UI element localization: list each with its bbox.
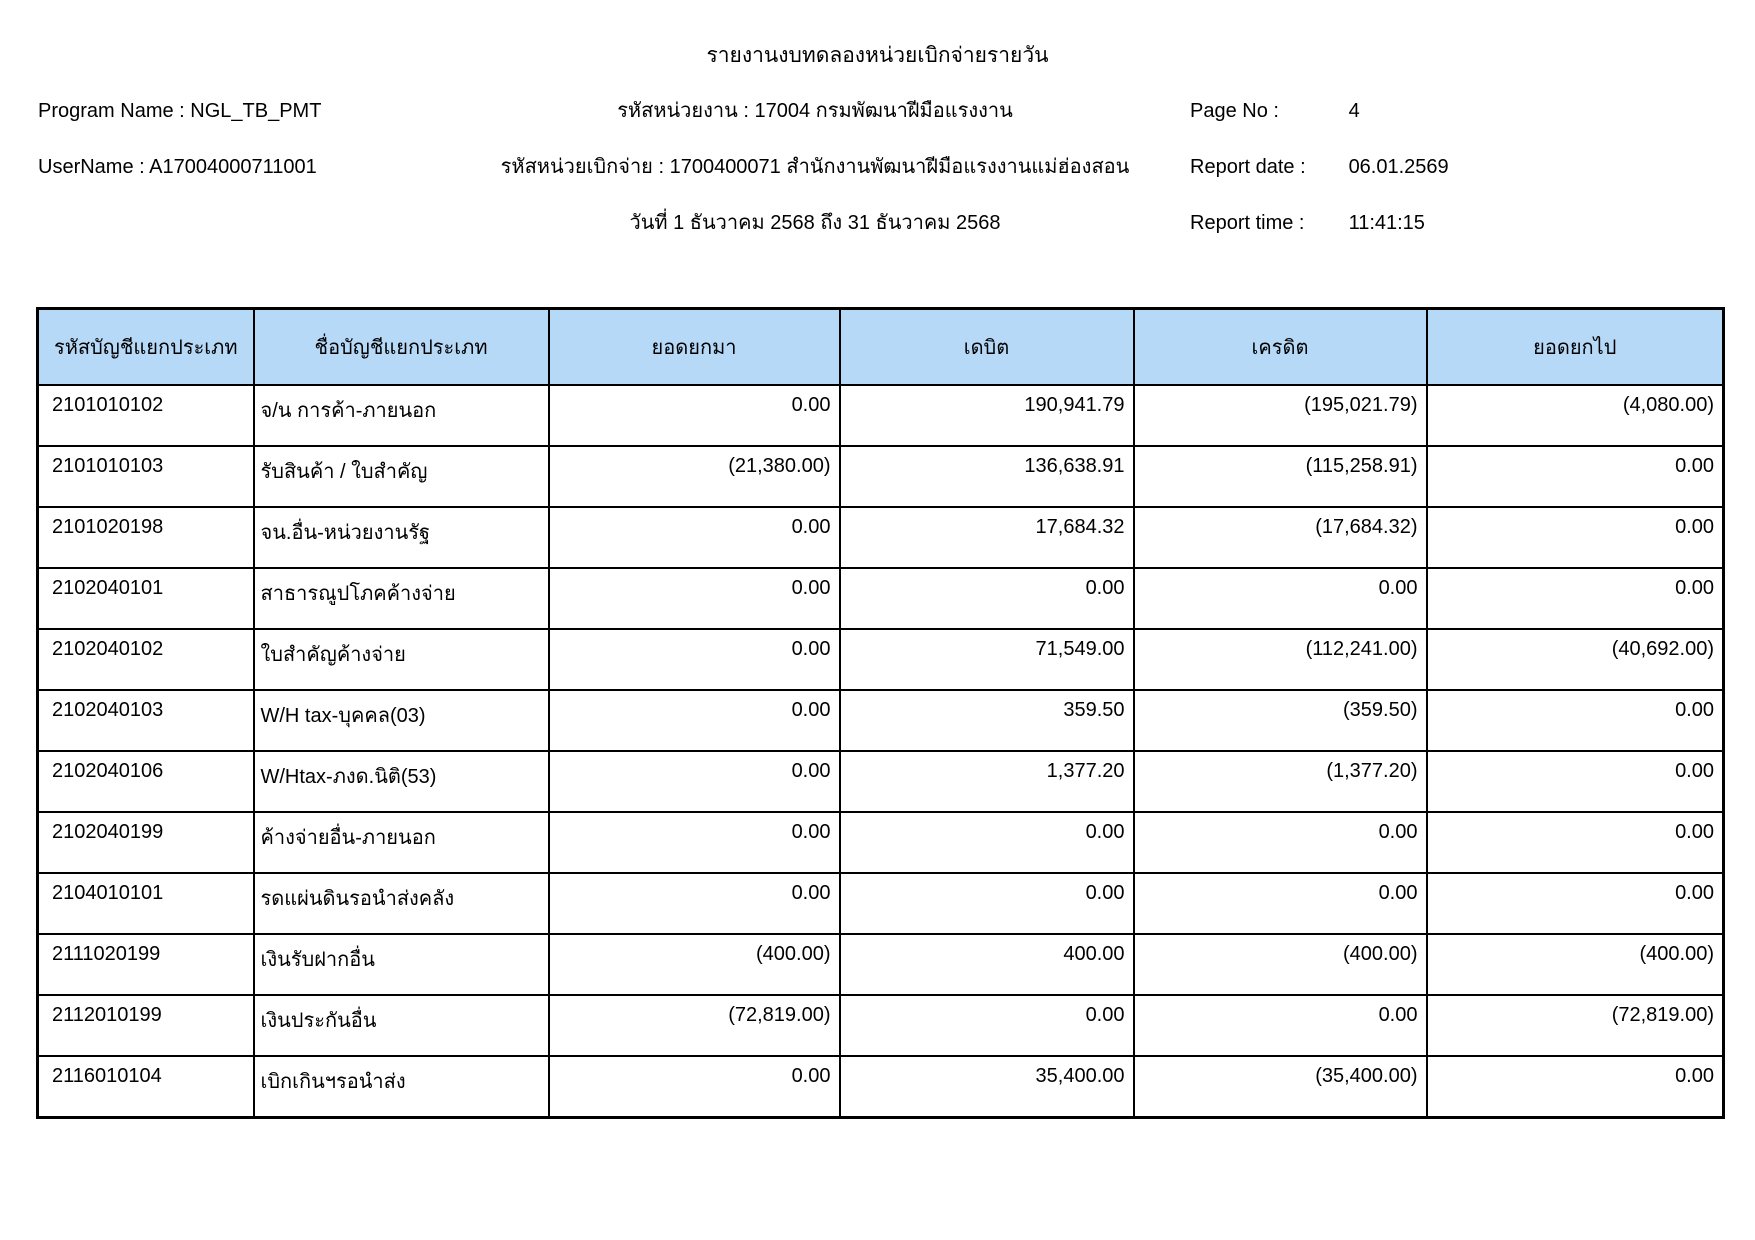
debit-cell: 17,684.32 <box>840 507 1134 568</box>
report-meta <box>0 98 1755 237</box>
debit-cell: 0.00 <box>840 873 1134 934</box>
credit-cell: (400.00) <box>1134 934 1427 995</box>
program-name-label: Program Name : <box>38 100 185 122</box>
column-header-account-name: ชื่อบัญชีแยกประเภท <box>254 309 549 386</box>
credit-cell: (1,377.20) <box>1134 751 1427 812</box>
beginning-balance-cell: (72,819.00) <box>549 995 840 1056</box>
report-time-line <box>1190 210 1755 237</box>
report-time-label: Report time : <box>1190 212 1305 234</box>
beginning-balance-cell: 0.00 <box>549 568 840 629</box>
ending-balance-cell: 0.00 <box>1427 1056 1724 1117</box>
table-body <box>38 385 1724 1117</box>
account-code-cell: 2101020198 <box>38 507 254 568</box>
account-name-cell: W/H tax-บุคคล(03) <box>254 690 549 751</box>
program-name-line <box>0 98 440 125</box>
account-name-cell: เงินรับฝากอื่น <box>254 934 549 995</box>
table-row <box>38 995 1724 1056</box>
page-title: รายงานงบทดลองหน่วยเบิกจ่ายรายวัน <box>706 44 1049 67</box>
ending-balance-cell: 0.00 <box>1427 446 1724 507</box>
column-header-debit: เดบิต <box>840 309 1134 386</box>
credit-cell: (115,258.91) <box>1134 446 1427 507</box>
credit-cell: (17,684.32) <box>1134 507 1427 568</box>
ending-balance-cell: (72,819.00) <box>1427 995 1724 1056</box>
debit-cell: 136,638.91 <box>840 446 1134 507</box>
disbursement-unit-line: รหัสหน่วยเบิกจ่าย : 1700400071 สำนักงานพัฒนาฝีมือแรงงานแม่ฮ่องสอน <box>500 156 1130 178</box>
column-header-account-code: รหัสบัญชีแยกประเภท <box>38 309 254 386</box>
column-header-credit: เครดิต <box>1134 309 1427 386</box>
beginning-balance-cell: 0.00 <box>549 812 840 873</box>
debit-cell: 190,941.79 <box>840 385 1134 446</box>
credit-cell: (195,021.79) <box>1134 385 1427 446</box>
table-row <box>38 873 1724 934</box>
trial-balance-table <box>36 307 1725 1119</box>
meta-row-1 <box>0 98 1755 125</box>
program-name-value: NGL_TB_PMT <box>190 100 322 122</box>
account-code-cell: 2102040102 <box>38 629 254 690</box>
table-row <box>38 751 1724 812</box>
beginning-balance-cell: 0.00 <box>549 385 840 446</box>
account-name-cell: จน.อื่น-หน่วยงานรัฐ <box>254 507 549 568</box>
account-name-cell: W/Htax-ภงด.นิติ(53) <box>254 751 549 812</box>
table-row <box>38 385 1724 446</box>
beginning-balance-cell: (21,380.00) <box>549 446 840 507</box>
account-name-cell: เงินประกันอื่น <box>254 995 549 1056</box>
ending-balance-cell: 0.00 <box>1427 751 1724 812</box>
table-row <box>38 934 1724 995</box>
account-name-cell: ใบสำคัญค้างจ่าย <box>254 629 549 690</box>
table-row <box>38 812 1724 873</box>
username-line <box>0 154 440 181</box>
agency-line: รหัสหน่วยงาน : 17004 กรมพัฒนาฝีมือแรงงาน <box>617 100 1013 122</box>
table-header-row <box>38 309 1724 386</box>
credit-cell: 0.00 <box>1134 812 1427 873</box>
account-code-cell: 2104010101 <box>38 873 254 934</box>
debit-cell: 0.00 <box>840 995 1134 1056</box>
account-code-cell: 2102040106 <box>38 751 254 812</box>
column-header-ending-balance: ยอดยกไป <box>1427 309 1724 386</box>
account-name-cell: เบิกเกินฯรอนำส่ง <box>254 1056 549 1117</box>
ending-balance-cell: (40,692.00) <box>1427 629 1724 690</box>
account-code-cell: 2116010104 <box>38 1056 254 1117</box>
table-row <box>38 507 1724 568</box>
beginning-balance-cell: 0.00 <box>549 873 840 934</box>
username-label: UserName : <box>38 156 145 178</box>
debit-cell: 1,377.20 <box>840 751 1134 812</box>
beginning-balance-cell: 0.00 <box>549 751 840 812</box>
column-header-beginning-balance: ยอดยกมา <box>549 309 840 386</box>
table-row <box>38 1056 1724 1117</box>
account-name-cell: รับสินค้า / ใบสำคัญ <box>254 446 549 507</box>
ending-balance-cell: 0.00 <box>1427 507 1724 568</box>
account-code-cell: 2111020199 <box>38 934 254 995</box>
ending-balance-cell: 0.00 <box>1427 568 1724 629</box>
credit-cell: (359.50) <box>1134 690 1427 751</box>
credit-cell: 0.00 <box>1134 995 1427 1056</box>
credit-cell: 0.00 <box>1134 568 1427 629</box>
debit-cell: 0.00 <box>840 812 1134 873</box>
report-date-value: 06.01.2569 <box>1348 156 1449 178</box>
account-code-cell: 2101010103 <box>38 446 254 507</box>
table-row <box>38 629 1724 690</box>
debit-cell: 400.00 <box>840 934 1134 995</box>
page-no-line <box>1190 98 1755 125</box>
account-name-cell: จ/น การค้า-ภายนอก <box>254 385 549 446</box>
table-row <box>38 446 1724 507</box>
account-code-cell: 2101010102 <box>38 385 254 446</box>
credit-cell: (112,241.00) <box>1134 629 1427 690</box>
account-code-cell: 2102040103 <box>38 690 254 751</box>
table-row <box>38 568 1724 629</box>
report-time-value: 11:41:15 <box>1348 212 1425 234</box>
debit-cell: 0.00 <box>840 568 1134 629</box>
ending-balance-cell: (400.00) <box>1427 934 1724 995</box>
table-row <box>38 690 1724 751</box>
account-name-cell: ค้างจ่ายอื่น-ภายนอก <box>254 812 549 873</box>
ending-balance-cell: 0.00 <box>1427 812 1724 873</box>
date-range-line: วันที่ 1 ธันวาคม 2568 ถึง 31 ธันวาคม 2568 <box>629 212 1001 234</box>
debit-cell: 35,400.00 <box>840 1056 1134 1117</box>
table-header <box>38 309 1724 386</box>
credit-cell: (35,400.00) <box>1134 1056 1427 1117</box>
page-no-value: 4 <box>1348 100 1360 122</box>
meta-row-3 <box>0 210 1755 237</box>
debit-cell: 359.50 <box>840 690 1134 751</box>
debit-cell: 71,549.00 <box>840 629 1134 690</box>
account-code-cell: 2102040101 <box>38 568 254 629</box>
report-date-line <box>1190 154 1755 181</box>
beginning-balance-cell: 0.00 <box>549 629 840 690</box>
ending-balance-cell: 0.00 <box>1427 690 1724 751</box>
account-code-cell: 2102040199 <box>38 812 254 873</box>
account-name-cell: สาธารณูปโภคค้างจ่าย <box>254 568 549 629</box>
page-no-label: Page No : <box>1190 100 1279 122</box>
beginning-balance-cell: 0.00 <box>549 690 840 751</box>
meta-row-2 <box>0 154 1755 181</box>
report-date-label: Report date : <box>1190 156 1306 178</box>
account-name-cell: รดแผ่นดินรอนำส่งคลัง <box>254 873 549 934</box>
credit-cell: 0.00 <box>1134 873 1427 934</box>
beginning-balance-cell: (400.00) <box>549 934 840 995</box>
beginning-balance-cell: 0.00 <box>549 507 840 568</box>
ending-balance-cell: 0.00 <box>1427 873 1724 934</box>
account-code-cell: 2112010199 <box>38 995 254 1056</box>
username-value: A17004000711001 <box>149 156 317 178</box>
ending-balance-cell: (4,080.00) <box>1427 385 1724 446</box>
beginning-balance-cell: 0.00 <box>549 1056 840 1117</box>
